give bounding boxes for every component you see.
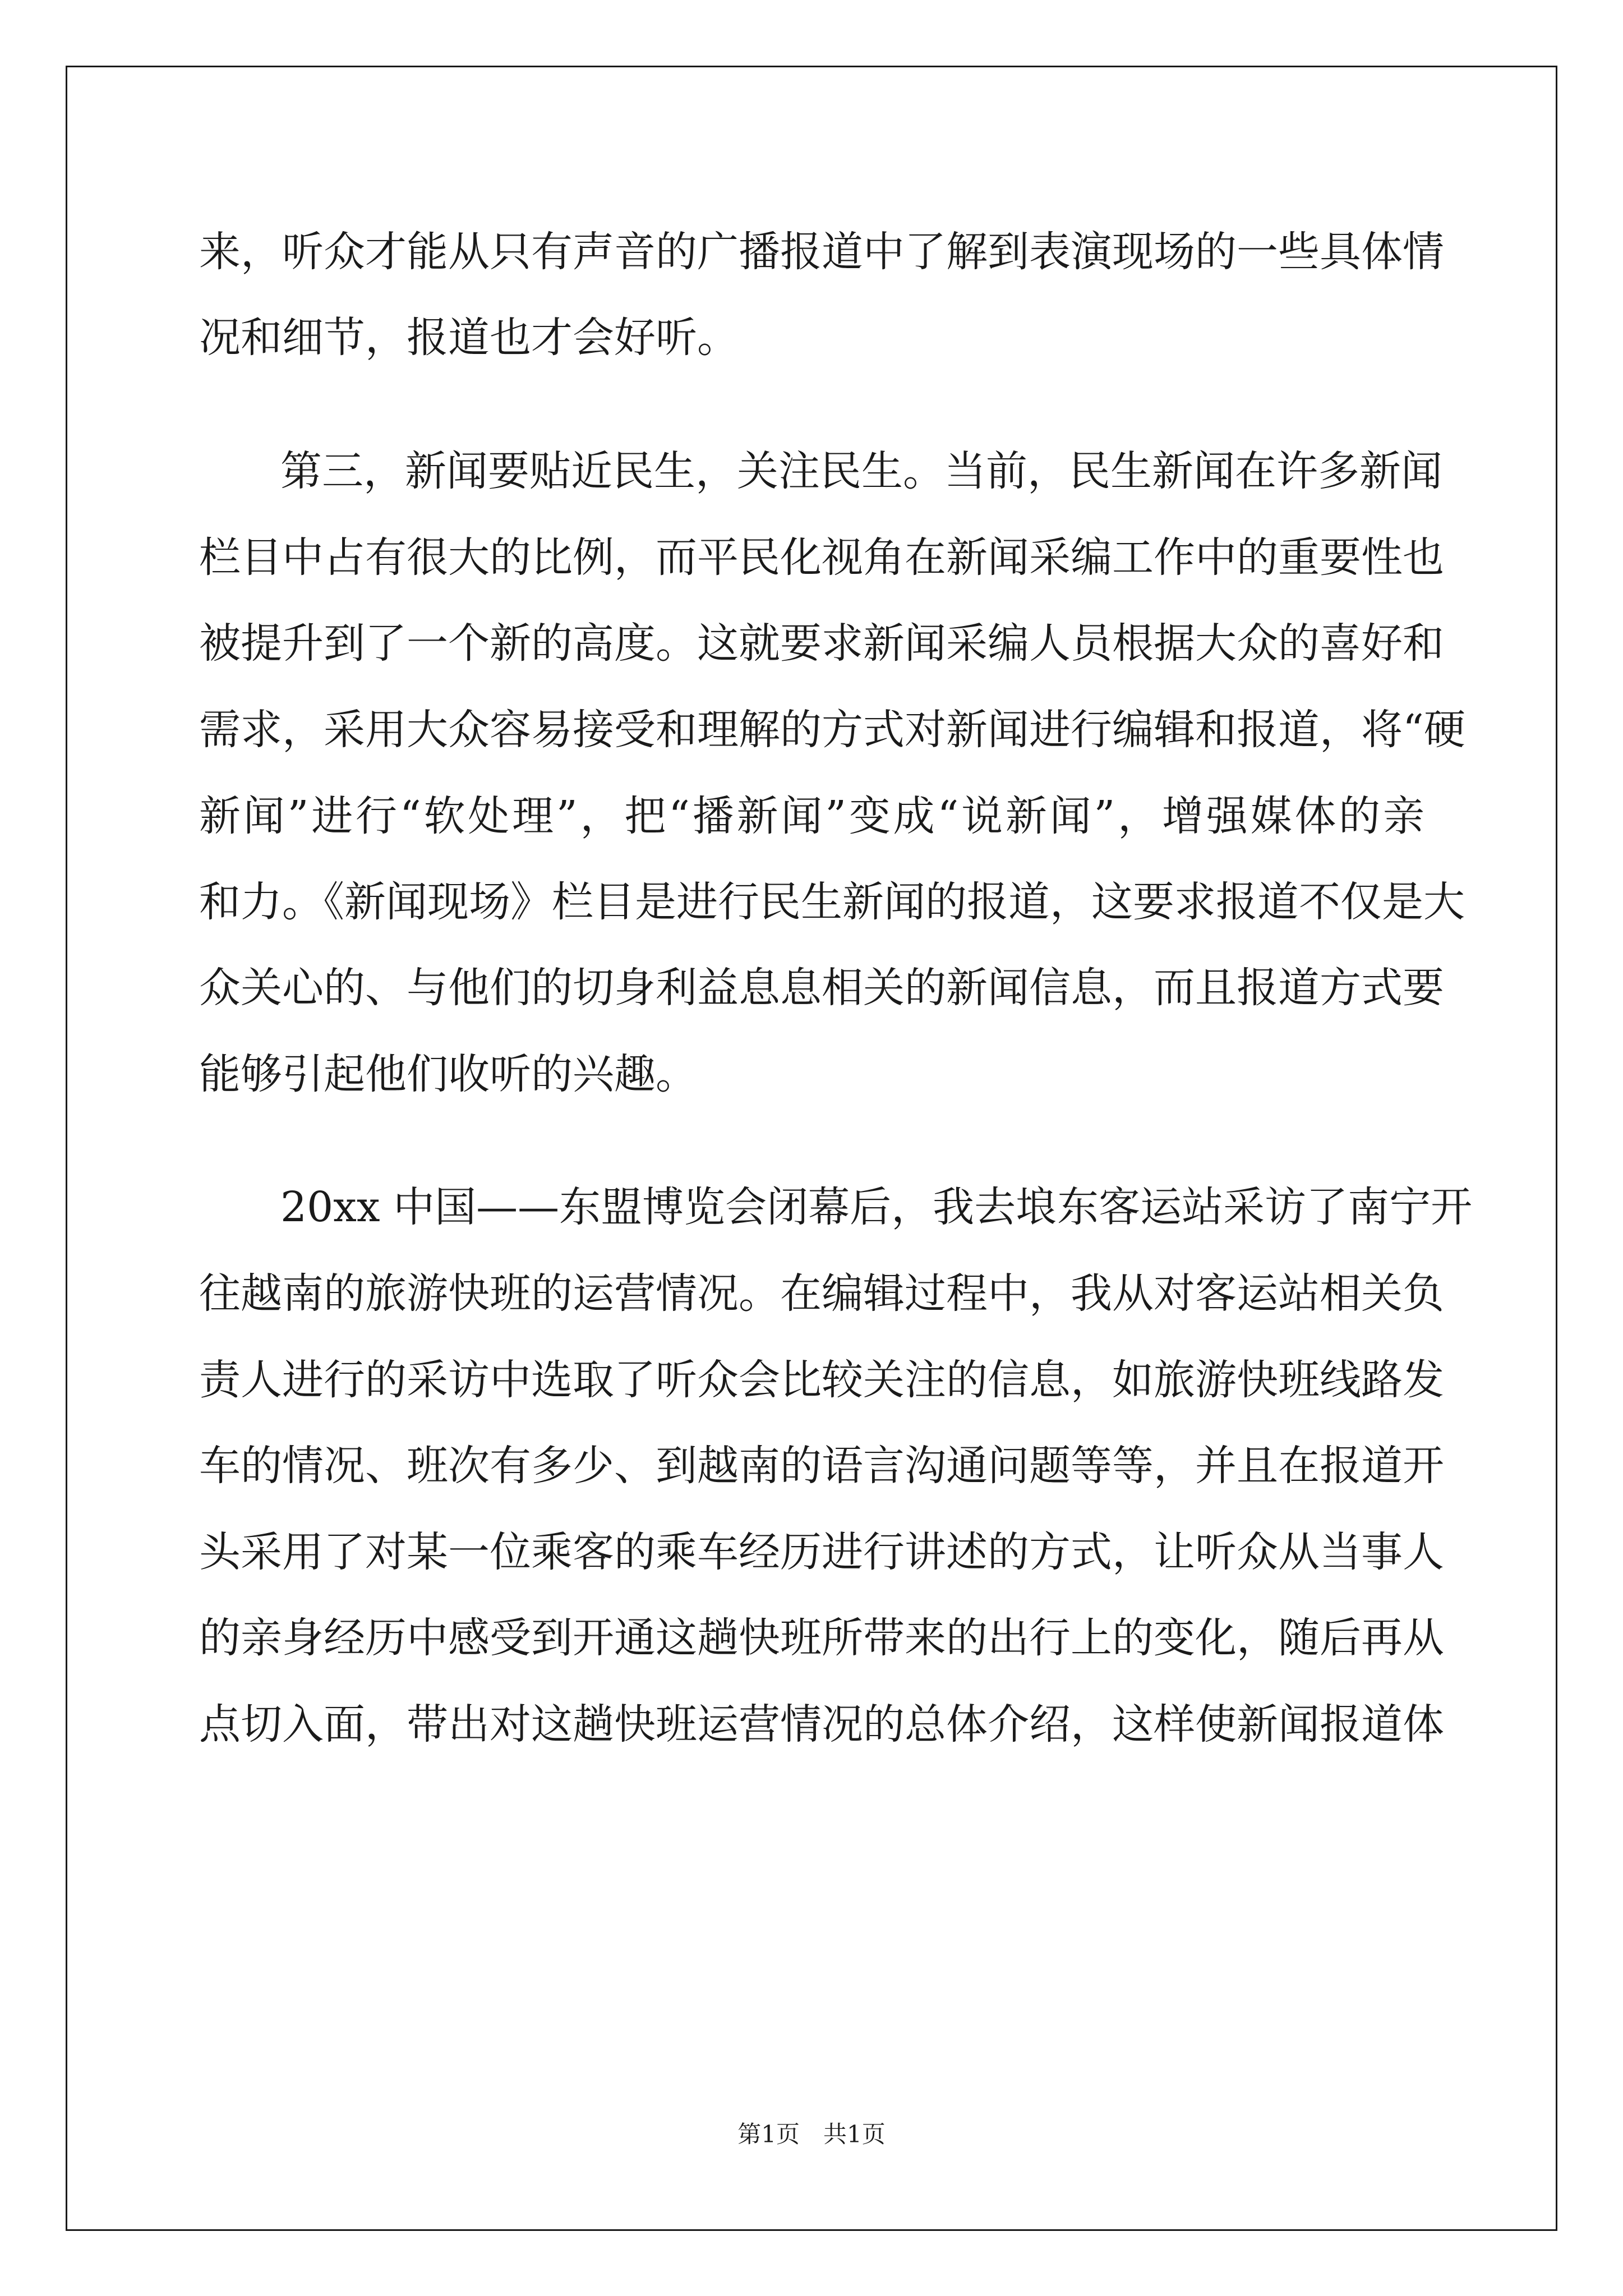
page-border (66, 66, 1557, 2231)
text-line-15: 头采用了对某一位乘客的乘车经历进行讲述的方式，让听众从当事人 (199, 1528, 1444, 1576)
text-line-17: 点切入面，带出对这趟快班运营情况的总体介绍，这样使新闻报道体 (199, 1700, 1444, 1749)
text-line-14: 车的情况、班次有多少、到越南的语言沟通问题等等，并且在报道开 (199, 1442, 1444, 1490)
text-line-12: 往越南的旅游快班的运营情况。在编辑过程中，我从对客运站相关负 (199, 1269, 1444, 1318)
text-line-6: 需求，采用大众容易接受和理解的方式对新闻进行编辑和报道，将“硬 (199, 706, 1465, 754)
text-line-16: 的亲身经历中感受到开通这趟快班所带来的出行上的变化，随后再从 (199, 1614, 1444, 1662)
text-line-8: 和力。《新闻现场》栏目是进行民生新闻的报道，这要求报道不仅是大 (199, 878, 1465, 926)
page-footer: 第1页 共1页 (737, 2120, 886, 2148)
text-line-10: 能够引起他们收听的兴趣。 (199, 1050, 697, 1098)
text-line-1: 来，听众才能从只有声音的广播报道中了解到表演现场的一些具体情 (199, 228, 1444, 276)
text-line-9: 众关心的、与他们的切身利益息息相关的新闻信息，而且报道方式要 (199, 964, 1444, 1012)
text-line-7: 新闻”进行“软处理”，把“播新闻”变成“说新闻”，增强媒体的亲 (199, 792, 1424, 840)
text-line-4: 栏目中占有很大的比例，而平民化视角在新闻采编工作中的重要性也 (199, 533, 1444, 582)
text-line-11: 20xx 中国——东盟博览会闭幕后，我去埌东客运站采访了南宁开 (280, 1183, 1473, 1231)
text-line-5: 被提升到了一个新的高度。这就要求新闻采编人员根据大众的喜好和 (199, 619, 1444, 668)
text-line-3: 第三，新闻要贴近民生，关注民生。当前，民生新闻在许多新闻 (280, 447, 1442, 495)
text-line-2: 况和细节，报道也才会好听。 (199, 314, 739, 362)
text-line-13: 责人进行的采访中选取了听众会比较关注的信息，如旅游快班线路发 (199, 1356, 1444, 1404)
